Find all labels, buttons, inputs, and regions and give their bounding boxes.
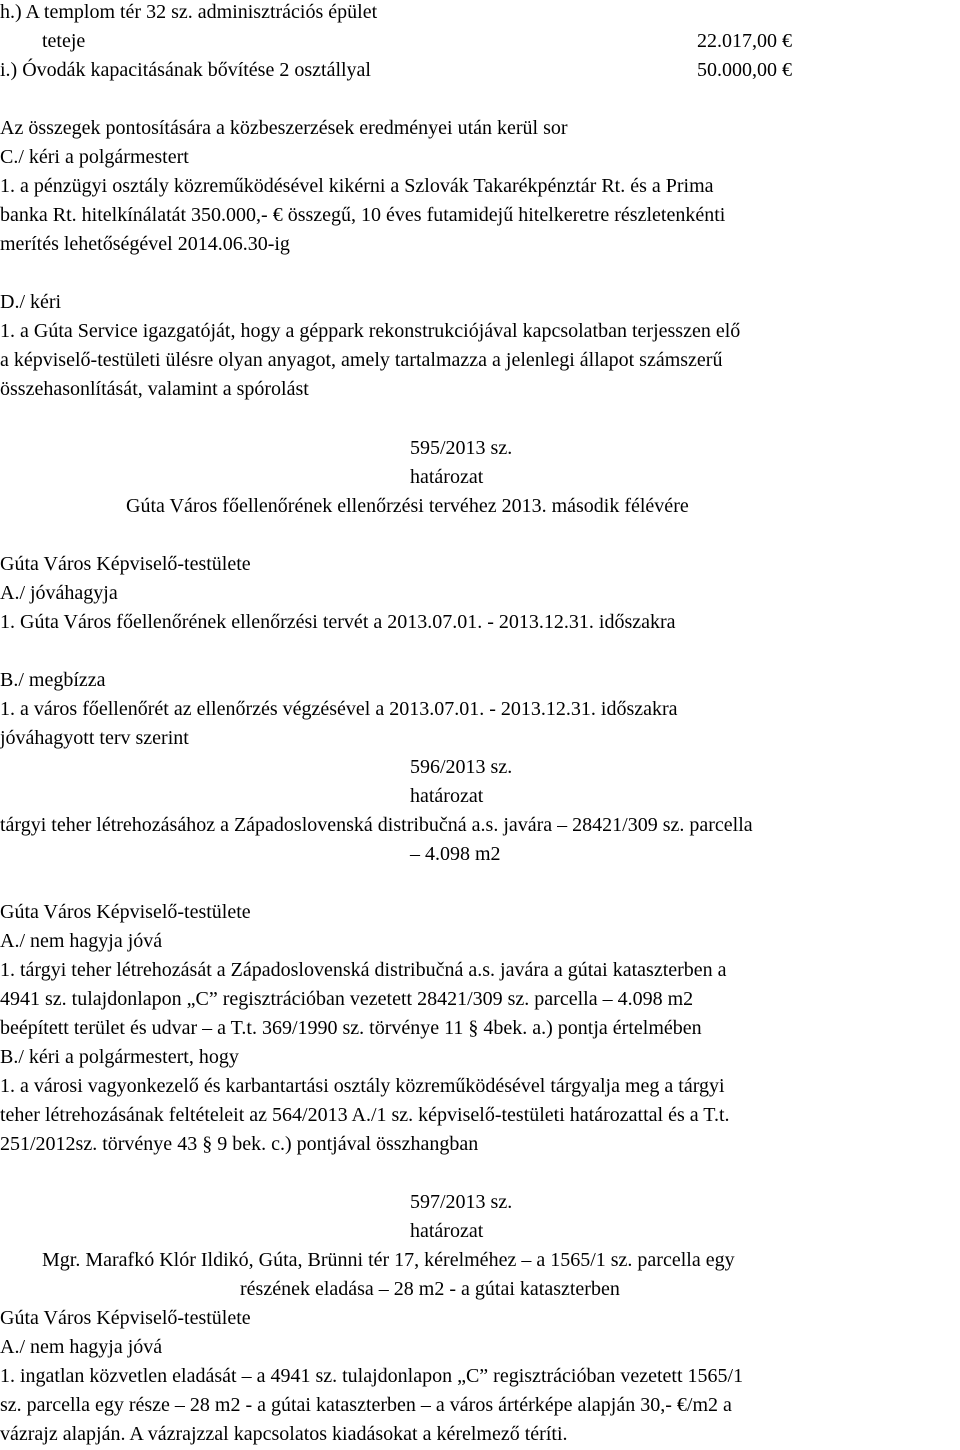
resolution-597-subject-line: Mgr. Marafkó Klór Ildikó, Gúta, Brünni tér 17, kérelméhez – a 1565/1 sz. parcella egy xyxy=(42,1249,735,1271)
resolution-595-b-item-line: jóváhagyott terv szerint xyxy=(0,727,189,749)
resolution-596-b-item-line: teher létrehozásának feltételeit az 564/2013 A./1 sz. képviselő-testületi határozattal és a T.t. xyxy=(0,1104,730,1126)
resolution-595-number: 595/2013 sz. xyxy=(410,437,513,459)
budget-item-h-label-line1: h.) A templom tér 32 sz. adminisztrációs épület xyxy=(0,1,378,23)
section-d-item-line: 1. a Gúta Service igazgatóját, hogy a géppark rekonstrukciójával kapcsolatban terjesszen elő xyxy=(0,320,741,342)
budget-item-h-amount: 22.017,00 € xyxy=(697,30,792,52)
resolution-597-subject-line: részének eladása – 28 m2 - a gútai kataszterben xyxy=(240,1278,620,1300)
resolution-596-a-item-line: 1. tárgyi teher létrehozását a Západoslovenská distribučná a.s. javára a gútai kataszterben a xyxy=(0,959,727,981)
resolution-597-a-item-line: sz. parcella egy része – 28 m2 - a gútai kataszterben – a város ártérképe alapján 30,- €/m2 a xyxy=(0,1394,732,1416)
resolution-597-body-name: Gúta Város Képviselő-testülete xyxy=(0,1307,251,1329)
resolution-596-a-item-line: beépített terület és udvar – a T.t. 369/1990 sz. törvénye 11 § 4bek. a.) pontja értelmében xyxy=(0,1017,702,1039)
resolution-596-a-item-line: 4941 sz. tulajdonlapon „C” regisztrációban vezetett 28421/309 sz. parcella – 4.098 m2 xyxy=(0,988,694,1010)
resolution-595-body-name: Gúta Város Képviselő-testülete xyxy=(0,553,251,575)
budget-item-h-label-line2: teteje xyxy=(42,30,86,52)
resolution-595-type: határozat xyxy=(410,466,484,488)
resolution-596-b-item-line: 251/2012sz. törvénye 43 § 9 bek. c.) pontjával összhangban xyxy=(0,1133,479,1155)
section-d-item-line: a képviselő-testületi ülésre olyan anyagot, amely tartalmazza a jelenlegi állapot számszerű xyxy=(0,349,723,371)
resolution-596-a-heading: A./ nem hagyja jóvá xyxy=(0,930,163,952)
resolution-595-subject: Gúta Város főellenőrének ellenőrzési tervéhez 2013. második félévére xyxy=(126,495,689,517)
resolution-597-a-heading: A./ nem hagyja jóvá xyxy=(0,1336,163,1358)
resolution-595-a-heading: A./ jóváhagyja xyxy=(0,582,118,604)
resolution-597-type: határozat xyxy=(410,1220,484,1242)
resolution-596-type: határozat xyxy=(410,785,484,807)
section-d-item-line: összehasonlítását, valamint a spórolást xyxy=(0,378,309,400)
resolution-595-a-item: 1. Gúta Város főellenőrének ellenőrzési tervét a 2013.07.01. - 2013.12.31. időszakra xyxy=(0,611,676,633)
section-d-heading: D./ kéri xyxy=(0,291,62,313)
resolution-597-a-item-line: 1. ingatlan közvetlen eladását – a 4941 sz. tulajdonlapon „C” regisztrációban vezetett 1565/1 xyxy=(0,1365,744,1387)
resolution-596-subject-line: – 4.098 m2 xyxy=(410,843,501,865)
resolution-596-body-name: Gúta Város Képviselő-testülete xyxy=(0,901,251,923)
section-c-heading: C./ kéri a polgármestert xyxy=(0,146,189,168)
resolution-596-b-item-line: 1. a városi vagyonkezelő és karbantartási osztály közreműködésével tárgyalja meg a tárgyi xyxy=(0,1075,725,1097)
resolution-597-number: 597/2013 sz. xyxy=(410,1191,513,1213)
resolution-595-b-item-line: 1. a város főellenőrét az ellenőrzés végzésével a 2013.07.01. - 2013.12.31. időszakra xyxy=(0,698,678,720)
section-c-item-line: banka Rt. hitelkínálatát 350.000,- € összegű, 10 éves futamidejű hitelkeretre részletenkénti xyxy=(0,204,726,226)
resolution-597-a-item-line: vázrajz alapján. A vázrajzzal kapcsolatos kiadásokat a kérelmező téríti. xyxy=(0,1423,568,1445)
resolution-596-b-heading: B./ kéri a polgármestert, hogy xyxy=(0,1046,239,1068)
budget-item-i-label: i.) Óvodák kapacitásának bővítése 2 osztállyal xyxy=(0,59,371,81)
section-c-item-line: merítés lehetőségével 2014.06.30-ig xyxy=(0,233,290,255)
resolution-595-b-heading: B./ megbízza xyxy=(0,669,106,691)
resolution-596-subject-line: tárgyi teher létrehozásához a Západoslovenská distribučná a.s. javára – 28421/309 sz. parcella xyxy=(0,814,753,836)
resolution-596-number: 596/2013 sz. xyxy=(410,756,513,778)
budget-item-i-amount: 50.000,00 € xyxy=(697,59,792,81)
procurement-note: Az összegek pontosítására a közbeszerzések eredményei után kerül sor xyxy=(0,117,568,139)
section-c-item-line: 1. a pénzügyi osztály közreműködésével kikérni a Szlovák Takarékpénztár Rt. és a Prima xyxy=(0,175,714,197)
